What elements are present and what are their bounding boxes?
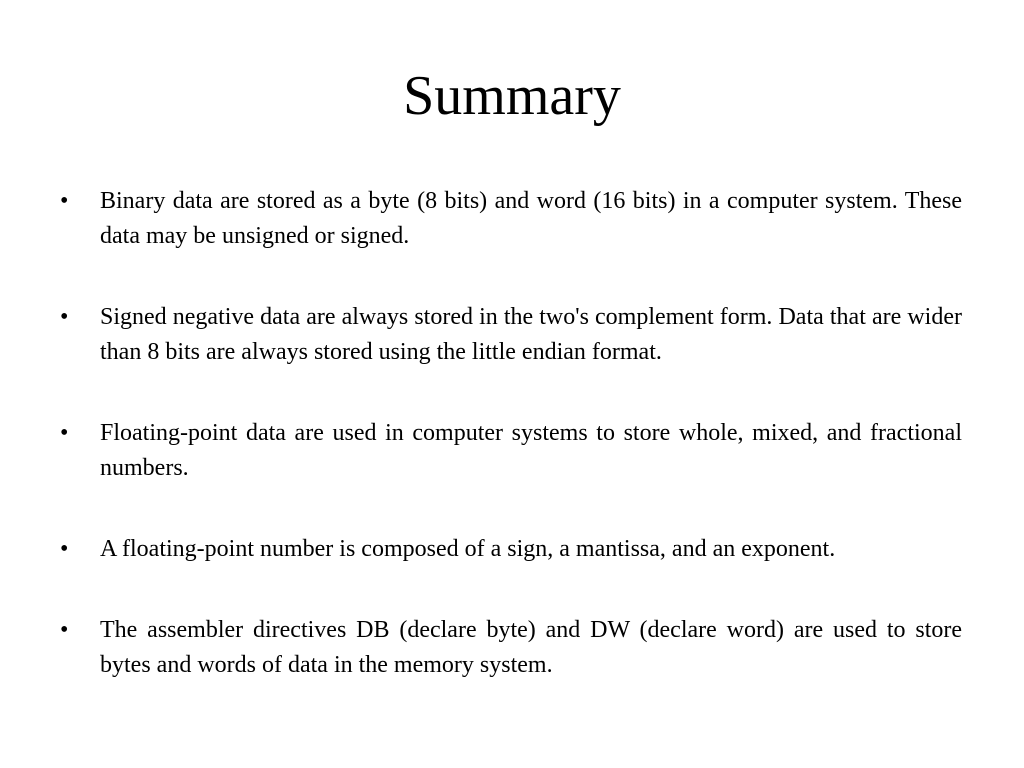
bullet-point-icon: • — [60, 420, 69, 446]
bullet-point-icon: • — [60, 304, 69, 330]
slide-title: Summary — [403, 65, 621, 127]
bullet-text: The assembler directives DB (declare byte) and DW (declare word) are used to store bytes and words of data in the memory system. — [100, 617, 962, 678]
bullet-item — [60, 184, 962, 254]
bullet-text: Signed negative data are always stored in the two's complement form. Data that are wider than 8 bits are always stored using the little endian format. — [100, 304, 962, 365]
bullet-point-icon: • — [60, 188, 69, 214]
bullet-item — [60, 613, 962, 683]
bullet-item — [60, 416, 962, 486]
bullet-list — [60, 184, 962, 729]
bullet-point-icon: • — [60, 617, 69, 643]
bullet-item — [60, 532, 962, 567]
bullet-point-icon: • — [60, 536, 69, 562]
bullet-text: Floating-point data are used in computer systems to store whole, mixed, and fractional numbers. — [100, 420, 962, 481]
bullet-text: Binary data are stored as a byte (8 bits) and word (16 bits) in a computer system. These data may be unsigned or signed. — [100, 188, 962, 249]
bullet-text: A floating-point number is composed of a sign, a mantissa, and an exponent. — [100, 536, 836, 562]
bullet-item — [60, 300, 962, 370]
